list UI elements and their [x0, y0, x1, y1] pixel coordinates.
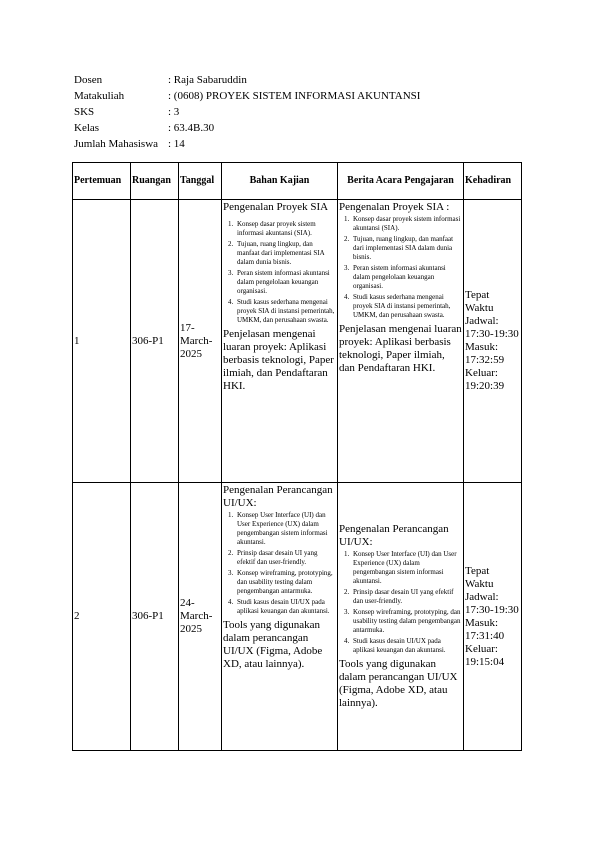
keluar-label: Keluar: [465, 367, 498, 379]
berita-acara-cell [338, 200, 464, 483]
bahan-title: Pengenalan Proyek SIA [223, 201, 329, 213]
kehadiran-status: Tepat Waktu [465, 564, 494, 590]
bahan-kajian-cell [222, 483, 338, 751]
list-item: 4. Studi kasus sederhana mengenai proyek SIA di instansi pemerintah, UMKM, dan perusahaan swasta. [351, 293, 462, 320]
sks-value: : 3 [168, 106, 180, 118]
pertemuan-cell: 1 [73, 200, 131, 483]
list-item: 1. Konsep User Interface (UI) dan User Experience (UX) dalam pengembangan sistem informasi akuntansi. [235, 511, 336, 547]
jumlah-value: : 14 [168, 138, 185, 150]
berita-list [339, 550, 462, 655]
list-item: 1. Konsep User Interface (UI) dan User Experience (UX) dalam pengembangan sistem informasi akuntansi. [351, 550, 462, 586]
dosen-label: Dosen [74, 74, 103, 86]
bahan-list [223, 511, 336, 616]
ruangan-cell: 306-P1 [131, 200, 179, 483]
berita-footer: Tools yang digunakan dalam perancangan UI/UX (Figma, Adobe XD, atau lainnya). [339, 658, 458, 709]
keluar-value: 19:15:04 [465, 655, 505, 668]
list-item: 4. Studi kasus sederhana mengenai proyek SIA di instansi pemerintah, UMKM, dan perusahaan swasta. [235, 298, 336, 325]
jumlah-row [74, 136, 420, 152]
berita-list [339, 215, 462, 320]
tanggal-cell: 17-March-2025 [179, 200, 222, 483]
berita-footer: Penjelasan mengenai luaran proyek: Aplikasi berbasis teknologi, Paper ilmiah, dan Pendaftaran HKI. [339, 323, 462, 374]
bahan-kajian-cell [222, 200, 338, 483]
list-item: 2. Tujuan, ruang lingkup, dan manfaat dari implementasi SIA dalam dunia bisnis. [351, 235, 462, 262]
list-item: 2. Prinsip dasar desain UI yang efektif dan user-friendly. [351, 588, 462, 606]
list-item: 1. Konsep dasar proyek sistem informasi akuntansi (SIA). [351, 215, 462, 233]
header-kehadiran: Kehadiran [464, 163, 522, 200]
list-item: 2. Tujuan, ruang lingkup, dan manfaat dari implementasi SIA dalam dunia bisnis. [235, 240, 336, 267]
matakuliah-row [74, 88, 420, 104]
list-item: 2. Prinsip dasar desain UI yang efektif dan user-friendly. [235, 549, 336, 567]
jadwal-label: Jadwal: [465, 590, 499, 603]
list-item: 3. Konsep wireframing, prototyping, dan usability testing dalam pengembangan antarmuka. [351, 608, 462, 635]
attendance-table [72, 162, 522, 751]
sks-label: SKS [74, 106, 95, 118]
header-bahan-kajian: Bahan Kajian [222, 163, 338, 200]
list-item: 4. Studi kasus desain UI/UX pada aplikasi keuangan dan akuntansi. [351, 637, 462, 655]
jadwal-value: 17:30-19:30 [465, 328, 519, 340]
list-item: 3. Konsep wireframing, prototyping, dan usability testing dalam pengembangan antarmuka. [235, 569, 336, 596]
list-item: 3. Peran sistem informasi akuntansi dalam pengelolaan keuangan organisasi. [351, 264, 462, 291]
pertemuan-cell: 2 [73, 483, 131, 751]
dosen-row [74, 72, 420, 88]
matakuliah-label: Matakuliah [74, 90, 125, 102]
bahan-list [223, 220, 336, 325]
bahan-footer: Penjelasan mengenai luaran proyek: Aplikasi berbasis teknologi, Paper ilmiah, dan Pendaftaran HKI. [223, 328, 334, 392]
table-header-row [73, 163, 522, 200]
course-info [74, 72, 420, 152]
berita-title: Pengenalan Perancangan UI/UX: [339, 523, 449, 548]
header-tanggal: Tanggal [179, 163, 222, 200]
keluar-label: Keluar: [465, 642, 498, 655]
kehadiran-cell [464, 483, 522, 751]
bahan-title: Pengenalan Perancangan UI/UX: [223, 484, 333, 509]
table-row [73, 200, 522, 483]
masuk-label: Masuk: [465, 616, 498, 629]
list-item: 3. Peran sistem informasi akuntansi dalam pengelolaan keuangan organisasi. [235, 269, 336, 296]
kelas-row [74, 120, 420, 136]
matakuliah-value: : (0608) PROYEK SISTEM INFORMASI AKUNTANSI [168, 90, 421, 102]
keluar-value: 19:20:39 [465, 380, 505, 392]
dosen-value: : Raja Sabaruddin [168, 74, 247, 86]
header-berita-acara: Berita Acara Pengajaran [338, 163, 464, 200]
masuk-value: 17:31:40 [465, 629, 505, 642]
masuk-value: 17:32:59 [465, 354, 505, 366]
berita-title: Pengenalan Proyek SIA : [339, 201, 450, 213]
kehadiran-status: Tepat Waktu [465, 289, 494, 314]
list-item: 4. Studi kasus desain UI/UX pada aplikasi keuangan dan akuntansi. [235, 598, 336, 616]
jumlah-label: Jumlah Mahasiswa [74, 138, 159, 150]
jadwal-label: Jadwal: [465, 315, 499, 327]
kelas-label: Kelas [74, 122, 100, 134]
table-row [73, 483, 522, 751]
header-ruangan: Ruangan [131, 163, 179, 200]
kelas-value: : 63.4B.30 [168, 122, 215, 134]
kehadiran-cell [464, 200, 522, 483]
header-pertemuan: Pertemuan [73, 163, 131, 200]
berita-acara-cell [338, 483, 464, 751]
sks-row [74, 104, 420, 120]
masuk-label: Masuk: [465, 341, 498, 353]
list-item: 1. Konsep dasar proyek sistem informasi akuntansi (SIA). [235, 220, 336, 238]
bahan-footer: Tools yang digunakan dalam perancangan UI/UX (Figma, Adobe XD, atau lainnya). [223, 619, 323, 670]
tanggal-cell: 24-March-2025 [179, 483, 222, 751]
ruangan-cell: 306-P1 [131, 483, 179, 751]
jadwal-value: 17:30-19:30 [465, 603, 519, 616]
